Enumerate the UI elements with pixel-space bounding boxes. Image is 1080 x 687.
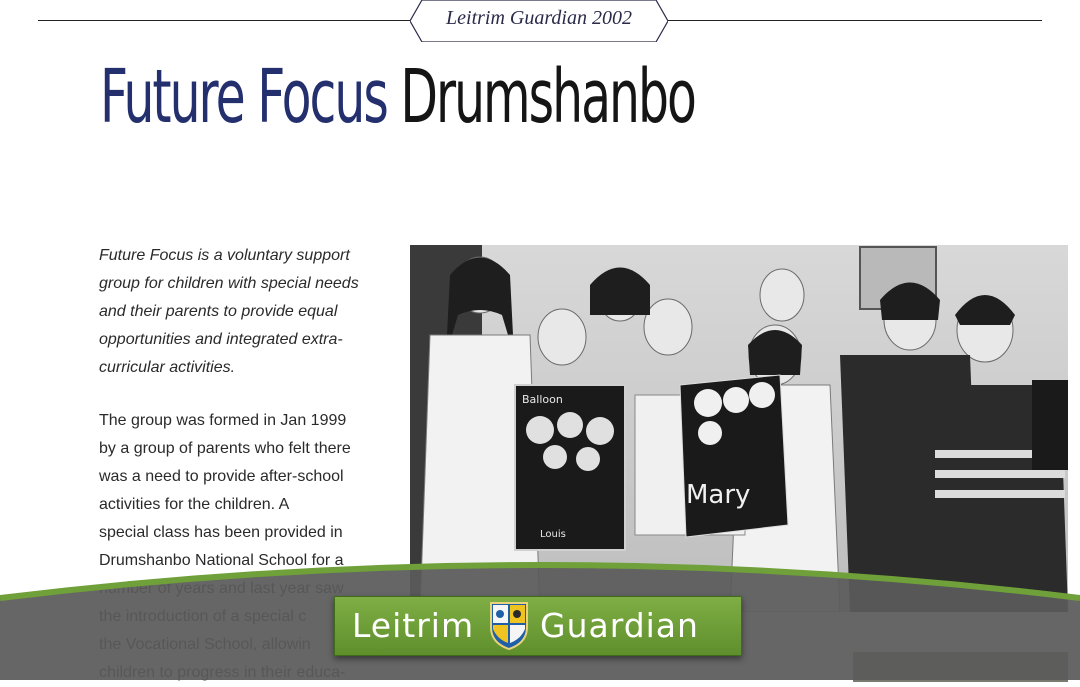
logo-word-leitrim: Leitrim bbox=[352, 606, 475, 645]
title-part-2: Drumshanbo bbox=[400, 54, 695, 140]
intro-paragraph bbox=[99, 242, 399, 382]
card-label-louis: Louis bbox=[540, 529, 566, 540]
body-line: was a need to provide after-school bbox=[99, 468, 344, 485]
body-line: by a group of parents who felt there bbox=[99, 440, 351, 457]
card-label-balloon: Balloon bbox=[522, 393, 563, 406]
intro-line: and their parents to provide equal bbox=[99, 303, 338, 320]
title-part-1: Future Focus bbox=[100, 54, 387, 140]
publication-name: Leitrim Guardian 2002 bbox=[446, 7, 632, 29]
body-line: Drumshanbo National School for a bbox=[99, 552, 344, 569]
header-rule-right bbox=[668, 20, 1042, 21]
crest-icon bbox=[487, 601, 531, 651]
card-label-mary: Mary bbox=[686, 480, 751, 510]
header-banner bbox=[410, 0, 668, 42]
body-line: activities for the children. A bbox=[99, 496, 290, 513]
body-line: special class has been provided in bbox=[99, 524, 343, 541]
article-title bbox=[100, 52, 695, 142]
logo-word-guardian: Guardian bbox=[540, 606, 699, 645]
header-rule-left bbox=[38, 20, 410, 21]
intro-line: Future Focus is a voluntary support bbox=[99, 247, 350, 264]
body-line: The group was formed in Jan 1999 bbox=[99, 412, 347, 429]
leitrim-guardian-logo[interactable] bbox=[334, 596, 742, 656]
intro-line: curricular activities. bbox=[99, 359, 236, 376]
intro-line: opportunities and integrated extra- bbox=[99, 331, 343, 348]
intro-line: group for children with special needs bbox=[99, 275, 359, 292]
